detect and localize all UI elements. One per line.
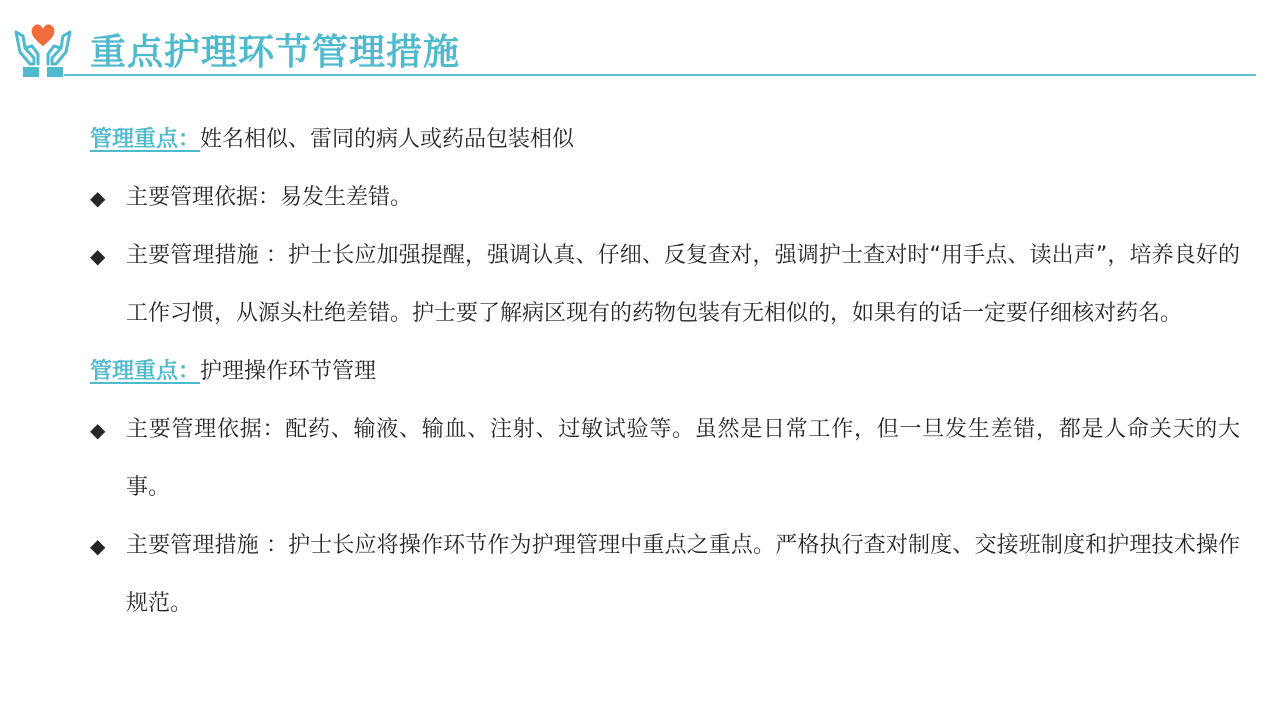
title-divider — [64, 74, 1256, 76]
bullet-text: 主要管理措施 ：护士长应加强提醒，强调认真、仔细、反复查对，强调护士查对时“用手点、读出声”，培养良好的工作习惯，从源头杜绝差错。护士要了解病区现有的药物包装有无相似的，如果有的话一定要仔细核对药名。 — [126, 243, 1240, 326]
bullet-text: 主要管理依据：易发生差错。 — [126, 185, 413, 210]
hands-holding-heart-icon — [12, 22, 74, 80]
header — [0, 0, 1280, 80]
bullet-text: 主要管理措施 ：护士长应将操作环节作为护理管理中重点之重点。严格执行查对制度、交接班制度和护理技术操作规范。 — [126, 533, 1240, 616]
key-point-label: 管理重点： — [90, 359, 201, 384]
page-title: 重点护理环节管理措施 — [90, 32, 461, 73]
diamond-bullet-icon: ◆ — [90, 534, 106, 558]
list-item — [90, 401, 1240, 517]
diamond-bullet-icon: ◆ — [90, 186, 106, 210]
key-point-text: 姓名相似、雷同的病人或药品包装相似 — [200, 127, 575, 152]
key-point-text: 护理操作环节管理 — [200, 359, 377, 384]
list-item — [90, 227, 1240, 343]
key-point-label: 管理重点： — [90, 127, 201, 152]
content-body — [90, 111, 1240, 633]
diamond-bullet-icon: ◆ — [90, 244, 106, 268]
key-point-1 — [90, 111, 1240, 169]
diamond-bullet-icon: ◆ — [90, 418, 106, 442]
list-item — [90, 169, 1240, 227]
key-point-2 — [90, 343, 1240, 401]
list-item — [90, 517, 1240, 633]
bullet-text: 主要管理依据：配药、输液、输血、注射、过敏试验等。虽然是日常工作，但一旦发生差错，都是人命关天的大事。 — [126, 417, 1240, 500]
